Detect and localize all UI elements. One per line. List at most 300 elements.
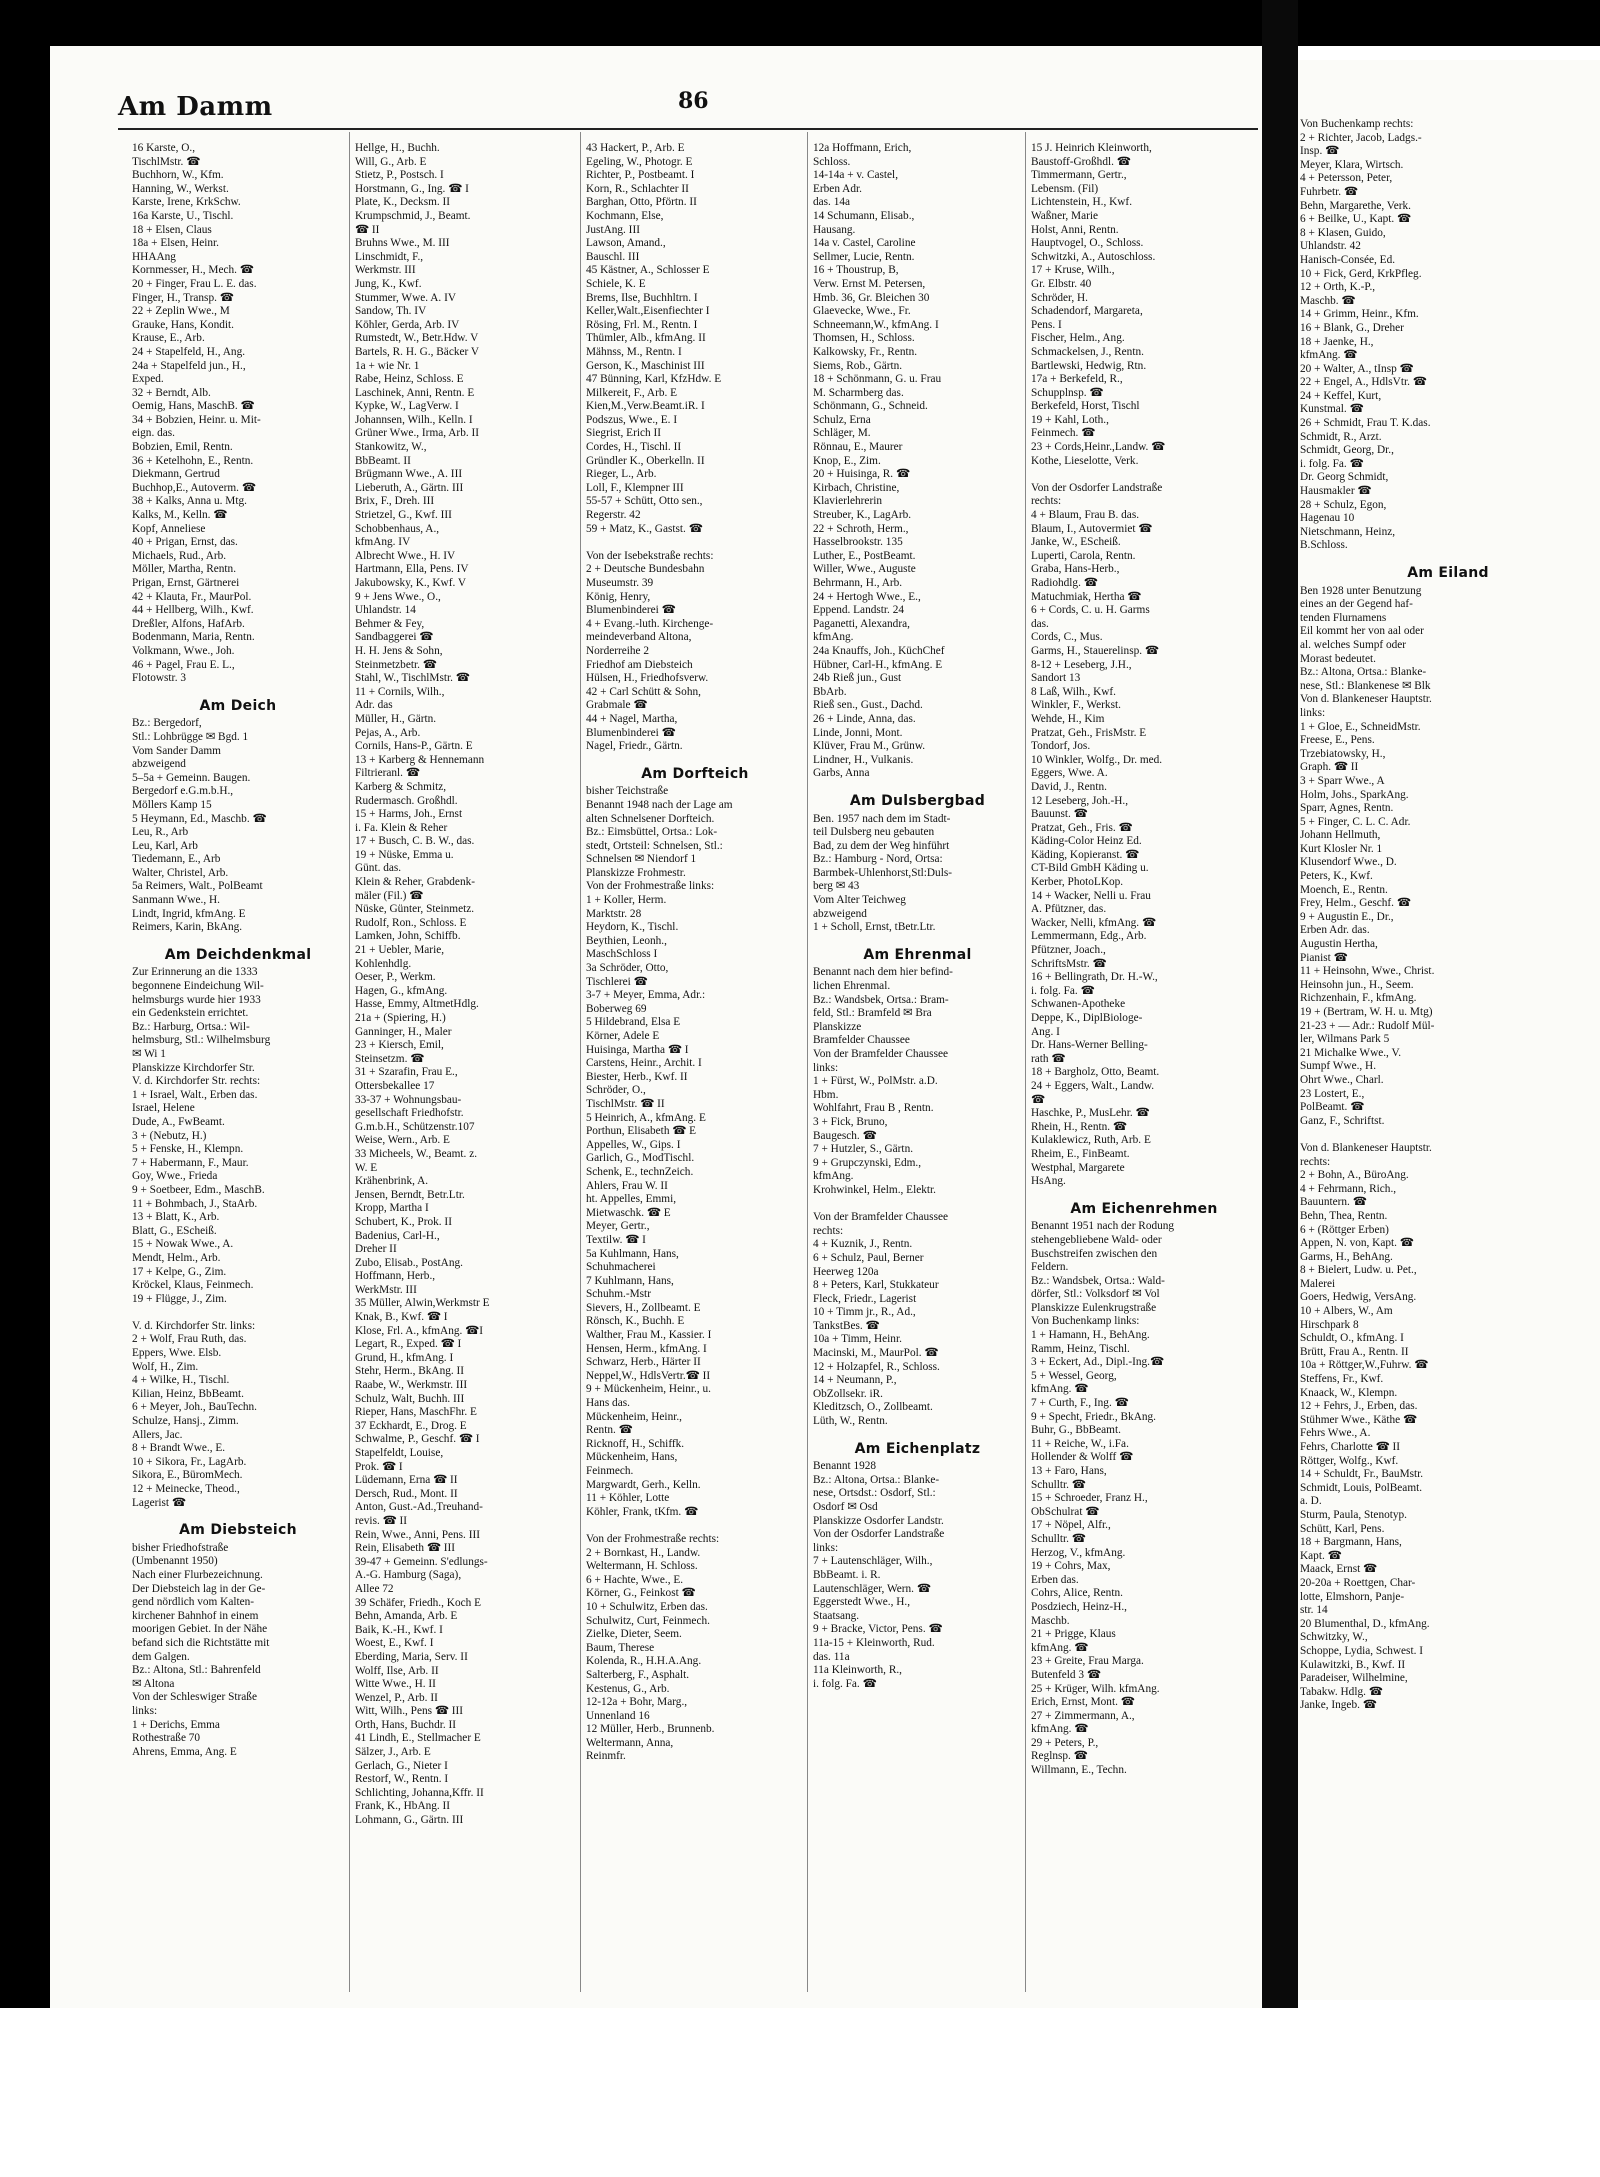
directory-entry: Krohwinkel, Helm., Elektr.	[813, 1183, 936, 1196]
directory-entry: Graba, Hans-Herb.,	[1031, 563, 1120, 576]
directory-entry: Sturm, Paula, Stenotyp.	[1300, 1508, 1408, 1521]
directory-entry: 9 + Augustin E., Dr.,	[1300, 910, 1394, 923]
directory-entry: 5a Kuhlmann, Hans,	[586, 1247, 679, 1260]
directory-entry: 1 + Fürst, W., PolMstr. a.D.	[813, 1075, 938, 1088]
directory-entry: Oemig, Hans, MaschB. ☎	[132, 400, 255, 413]
directory-entry: Baik, K.-H., Kwf. I	[355, 1623, 443, 1636]
directory-entry: Frank, K., HbAng. II	[355, 1800, 451, 1813]
directory-entry: Gerson, K., Maschinist III	[586, 359, 705, 372]
directory-entry: Allers, Jac.	[132, 1428, 183, 1441]
directory-entry: Schenk, E., technZeich.	[586, 1165, 694, 1178]
column-divider	[580, 132, 581, 1992]
page-header	[118, 88, 1258, 126]
directory-entry: Lindt, Ingrid, kfmAng. E	[132, 907, 246, 920]
directory-entry: berg ✉ 43	[813, 880, 860, 893]
directory-entry: Exped.	[132, 373, 164, 386]
directory-entry: Frey, Helm., Geschf. ☎	[1300, 897, 1411, 910]
directory-entry: Rieger, L., Arb.	[586, 468, 657, 481]
directory-entry: Käding, Kopieranst. ☎	[1031, 848, 1140, 861]
directory-entry: das. 14a	[813, 196, 851, 209]
directory-entry: Richter, P., Postbeamt. I	[586, 169, 695, 182]
directory-entry: Hanning, W., Werkst.	[132, 182, 229, 195]
directory-entry: Sparr, Agnes, Rentn.	[1300, 802, 1394, 815]
directory-entry: Trzebiatowsky, H.,	[1300, 747, 1386, 760]
directory-entry: 12 + Orth, K.-P.,	[1300, 281, 1376, 294]
directory-entry: rechts:	[813, 1224, 844, 1237]
directory-entry: Podszus, Wwe., E. I	[586, 413, 678, 426]
directory-entry: 7 + Hutzler, S., Gärtn.	[813, 1143, 914, 1156]
directory-entry: Kopf, Anneliese	[132, 522, 206, 535]
directory-entry: Thümler, Alb., kfmAng. II	[586, 332, 706, 345]
directory-entry: Walther, Frau M., Kassier. I	[586, 1329, 712, 1342]
directory-entry: 12a Hoffmann, Erich,	[813, 142, 912, 154]
directory-entry: Müller, H., Gärtn.	[355, 712, 437, 725]
directory-entry: Cords, C., Mus.	[1031, 631, 1103, 644]
directory-entry: 12 + Holzapfel, R., Schloss.	[813, 1360, 940, 1373]
street-heading: Am Eichenplatz	[854, 1440, 981, 1457]
directory-entry: Morast bedeutet.	[1300, 652, 1376, 665]
directory-entry: Lautenschläger, Wern. ☎	[813, 1582, 931, 1595]
directory-entry: 15 J. Heinrich Kleinworth,	[1031, 142, 1152, 154]
directory-entry: Steinsetzm. ☎	[355, 1052, 425, 1065]
directory-entry: Bartlewski, Hedwig, Rtn.	[1031, 359, 1147, 372]
directory-entry: Körner, Adele E	[586, 1030, 660, 1042]
directory-entry: Stehr, Herm., BkAng. II	[355, 1365, 465, 1378]
section-spacer	[1300, 1128, 1596, 1142]
directory-entry: Rabe, Heinz, Schloss. E	[355, 373, 464, 386]
directory-entry: Rentn. ☎	[586, 1424, 633, 1437]
directory-entry: Sievers, H., Zollbeamt. E	[586, 1301, 701, 1314]
directory-entry: Von der Osdorfer Landstraße	[813, 1528, 945, 1541]
directory-entry: 11 + Köhler, Lotte	[586, 1492, 670, 1505]
directory-entry: Eberding, Maria, Serv. II	[355, 1650, 468, 1663]
directory-entry: Bz.: Harburg, Ortsa.: Wil-	[132, 1020, 250, 1033]
directory-entry: Günt. das.	[355, 862, 402, 875]
directory-entry: Schwitzki, A., Autoschloss.	[1031, 250, 1156, 263]
directory-entry: Jakubowsky, K., Kwf. V	[355, 577, 467, 589]
directory-entry: 7 + Curth, F., Ing. ☎	[1031, 1397, 1129, 1410]
directory-entry: Behrmann, H., Arb.	[813, 577, 903, 589]
directory-entry: abzweigend	[132, 758, 186, 771]
directory-entry: Barghan, Otto, Pförtn. II	[586, 196, 697, 209]
directory-entry: 35 Müller, Alwin,Werkmstr E	[355, 1297, 490, 1310]
directory-entry: str. 14	[1300, 1604, 1328, 1617]
directory-entry: Wacker, Nelli, kfmAng. ☎	[1031, 916, 1157, 929]
directory-entry: 19 + Kahl, Loth.,	[1031, 413, 1109, 426]
directory-entry: 41 Lindh, E., Stellmacher E	[355, 1732, 481, 1745]
directory-entry: Hausmakler ☎	[1300, 485, 1372, 498]
directory-entry: 14-14a + v. Castel,	[813, 169, 899, 182]
directory-entry: H. H. Jens & Sohn,	[355, 644, 443, 657]
directory-entry: 1 + Israel, Walt., Erben das.	[132, 1088, 258, 1101]
directory-column-4	[813, 142, 1022, 2002]
directory-entry: tenden Flurnamens	[1300, 611, 1387, 624]
directory-entry: Beythien, Leonh.,	[586, 934, 667, 947]
directory-entry: Ahlers, Frau W. II	[586, 1179, 668, 1192]
directory-entry: Knak, B., Kwf. ☎ I	[355, 1311, 448, 1324]
street-heading: Am Deichdenkmal	[164, 946, 312, 963]
directory-column-6	[1300, 118, 1596, 1998]
directory-entry: Lindner, H., Vulkanis.	[813, 753, 914, 766]
directory-entry: kirchener Bahnhof in einem	[132, 1609, 259, 1622]
directory-entry: Klavierlehrerin	[813, 495, 883, 508]
directory-entry: Freese, E., Pens.	[1300, 734, 1375, 747]
section-spacer	[586, 1519, 804, 1533]
directory-entry: 2 + Bohn, A., BüroAng.	[1300, 1169, 1409, 1182]
directory-entry: 19 + Nüske, Emma u.	[355, 848, 454, 861]
directory-entry: Baugesch. ☎	[813, 1129, 877, 1142]
directory-entry: Meyer, Gertr.,	[586, 1220, 650, 1233]
directory-entry: 18 + Bargmann, Hans,	[1300, 1536, 1402, 1549]
directory-entry: Pratzat, Geh., FrisMstr. E	[1031, 726, 1147, 739]
directory-entry: 12 + Fehrs, J., Erben, das.	[1300, 1400, 1418, 1413]
directory-entry: Witte Wwe., H. II	[355, 1678, 436, 1691]
street-heading: Am Eiland	[1407, 565, 1489, 581]
directory-entry: 18 + Jaenke, H.,	[1300, 335, 1374, 348]
directory-entry: Cornils, Hans-P., Gärtn. E	[355, 740, 473, 753]
section-spacer	[1031, 468, 1257, 482]
directory-entry: links:	[1300, 706, 1326, 719]
directory-entry: 18 + Bargholz, Otto, Beamt.	[1031, 1066, 1160, 1079]
directory-entry: Kypke, W., LagVerw. I	[355, 400, 459, 413]
directory-entry: Finger, H., Transp. ☎	[132, 291, 234, 304]
directory-entry: Schoppe, Lydia, Schwest. I	[1300, 1644, 1423, 1657]
directory-entry: Dreßler, Alfons, HafArb.	[132, 617, 245, 630]
directory-entry: 12-12a + Bohr, Marg.,	[586, 1696, 688, 1709]
directory-entry: Peters, K., Kwf.	[1300, 870, 1373, 883]
directory-entry: Posdziech, Heinz-H.,	[1031, 1600, 1127, 1613]
directory-entry: 44 + Hellberg, Wilh., Kwf.	[132, 604, 254, 617]
directory-entry: Hauptvogel, O., Schloss.	[1031, 237, 1144, 250]
directory-entry: 24a Knauffs, Joh., KüchChef	[813, 644, 945, 657]
directory-entry: kfmAng. IV	[355, 536, 411, 549]
directory-entry: dörfer, Stl.: Volksdorf ✉ Vol	[1031, 1288, 1160, 1301]
scan-border-left	[0, 0, 50, 2010]
directory-entry: ✉ Wi 1	[132, 1048, 166, 1060]
directory-entry: Laschinek, Anni, Rentn. E	[355, 386, 475, 399]
directory-entry: Fischer, Helm., Ang.	[1031, 332, 1125, 345]
directory-entry: rechts:	[1300, 1155, 1331, 1168]
directory-entry: Schuhm.-Mstr	[586, 1288, 651, 1301]
directory-entry: HHAAng	[132, 250, 176, 263]
directory-entry: David, J., Rentn.	[1031, 780, 1107, 793]
directory-entry: Schulz, Walt, Buchh. III	[355, 1392, 465, 1405]
directory-entry: Kirbach, Christine,	[813, 481, 900, 494]
directory-entry: Grabmale ☎	[586, 699, 648, 712]
directory-entry: Kestenus, G., Arb.	[586, 1682, 670, 1695]
directory-entry: 19 + Cohrs, Max,	[1031, 1560, 1111, 1573]
directory-entry: Von der Schleswiger Straße	[132, 1691, 257, 1704]
directory-entry: Hausang.	[813, 223, 856, 236]
directory-entry: 24b Rieß jun., Gust	[813, 672, 902, 685]
directory-entry: links:	[132, 1704, 158, 1717]
directory-entry: Butenfeld 3 ☎	[1031, 1668, 1101, 1681]
directory-entry: Stühmer Wwe., Käthe ☎	[1300, 1413, 1418, 1426]
directory-entry: 20 + Walter, A., tInsp ☎	[1300, 362, 1414, 375]
directory-entry: meindeverband Altona,	[586, 631, 692, 644]
directory-entry: Feinmech. ☎	[1031, 427, 1096, 440]
directory-entry: Köhler, Frank, tKfm. ☎	[586, 1505, 699, 1518]
directory-entry: 8 + Brandt Wwe., E.	[132, 1442, 226, 1455]
directory-entry: 4 + Kuznik, J., Rentn.	[813, 1238, 913, 1251]
directory-entry: Lemmermann, Edg., Arb.	[1031, 930, 1147, 943]
directory-entry: 31 + Szarafin, Frau E.,	[355, 1066, 458, 1079]
directory-entry: BbBeamt. II	[355, 454, 411, 467]
directory-entry: Regerstr. 42	[586, 509, 641, 522]
directory-entry: Rösing, Frl. M., Rentn. I	[586, 318, 698, 331]
running-head-street: Am Damm	[118, 92, 273, 122]
directory-entry: Stietz, P., Postsch. I	[355, 169, 444, 182]
directory-entry: 4 + Blaum, Frau B. das.	[1031, 509, 1140, 522]
directory-entry: 7 Kuhlmann, Hans,	[586, 1274, 674, 1287]
directory-entry: Grund, H., kfmAng. I	[355, 1351, 454, 1364]
directory-entry: Schmidt, Louis, PolBeamt.	[1300, 1481, 1423, 1494]
directory-entry: Pejas, A., Arb.	[355, 726, 421, 739]
directory-entry: Woest, E., Kwf. I	[355, 1637, 434, 1650]
directory-entry: 10 + Albers, W., Am	[1300, 1305, 1393, 1318]
directory-column-5	[1031, 142, 1257, 2002]
directory-entry: nese, Ortsdst.: Osdorf, Stl.:	[813, 1487, 936, 1500]
directory-entry: Brix, F., Dreh. III	[355, 495, 435, 508]
directory-entry: Leu, R., Arb	[132, 826, 189, 839]
directory-entry: 22 + Zeplin Wwe., M	[132, 305, 230, 318]
street-heading: Am Deich	[199, 697, 277, 714]
directory-entry: 24 + Eggers, Walt., Landw.	[1031, 1079, 1155, 1092]
directory-entry: HsAng.	[1031, 1175, 1066, 1188]
directory-entry: Bz.: Altona, Stl.: Bahrenfeld	[132, 1664, 261, 1677]
directory-entry: 16 Karste, O.,	[132, 142, 196, 154]
directory-entry: Richzenhain, F., kfmAng.	[1300, 992, 1417, 1005]
directory-entry: moorigen Gebiet. In der Nähe	[132, 1623, 268, 1636]
directory-entry: 21 + Uebler, Marie,	[355, 944, 445, 957]
directory-entry: Kilian, Heinz, BbBeamt.	[132, 1387, 245, 1400]
directory-entry: SchriftsMstr. ☎	[1031, 957, 1107, 970]
directory-entry: Buchhop,E., Autoverm. ☎	[132, 481, 256, 494]
directory-entry: Osdorf ✉ Osd	[813, 1501, 878, 1513]
directory-entry: 16 + Thoustrup, B,	[813, 264, 899, 277]
section-spacer	[586, 536, 804, 550]
directory-entry: 23 + Cords,Heinr.,Landw. ☎	[1031, 441, 1166, 454]
directory-entry: Werkmstr. III	[355, 264, 416, 277]
directory-entry: begonnene Eindeichung Wil-	[132, 980, 264, 993]
directory-entry: Anton, Gust.-Ad.,Treuhand-	[355, 1501, 483, 1514]
directory-entry: 3a Schröder, Otto,	[586, 962, 669, 975]
column-divider	[1025, 132, 1026, 1992]
directory-entry: Bz.: Hamburg - Nord, Ortsa:	[813, 853, 943, 866]
directory-entry: 14 + Wacker, Nelli u. Frau	[1031, 889, 1151, 902]
directory-entry: Allee 72	[355, 1582, 394, 1595]
directory-entry: Baustoff-Großhdl. ☎	[1031, 155, 1131, 168]
directory-entry: Filtrieranl. ☎	[355, 767, 420, 780]
directory-entry: Kropp, Martha I	[355, 1202, 429, 1215]
directory-entry: Jensen, Berndt, Betr.Ltr.	[355, 1188, 465, 1201]
street-heading: Am Eichenrehmen	[1070, 1200, 1218, 1217]
directory-entry: Marktstr. 28	[586, 907, 642, 920]
directory-entry: Wolff, Ilse, Arb. II	[355, 1664, 439, 1677]
directory-entry: Rieß sen., Gust., Dachd.	[813, 699, 923, 712]
directory-entry: 10 + Schulwitz, Erben das.	[586, 1600, 708, 1613]
directory-entry: Michaels, Rud., Arb.	[132, 549, 227, 562]
directory-entry: Baum, Therese	[586, 1641, 655, 1654]
directory-entry: V. d. Kirchdorfer Str. links:	[132, 1319, 256, 1332]
column-divider	[807, 132, 808, 1992]
directory-entry: 34 + Bobzien, Heinr. u. Mit-	[132, 413, 261, 426]
directory-entry: ☎	[1031, 1093, 1046, 1106]
directory-entry: 9 + Soetbeer, Edm., MaschB.	[132, 1183, 265, 1196]
directory-entry: Von der Isebekstraße rechts:	[586, 549, 714, 562]
directory-entry: Blumenbinderei ☎	[586, 604, 676, 617]
directory-entry: Stl.: Lohbrügge ✉ Bgd. 1	[132, 730, 249, 743]
directory-entry: 24a + Stapelfeld jun., H.,	[132, 359, 246, 372]
directory-entry: A. Pfützner, das.	[1031, 903, 1107, 916]
directory-entry: Textilw. ☎ I	[586, 1233, 646, 1246]
directory-entry: Insp. ☎	[1300, 145, 1340, 158]
directory-entry: Rothestraße 70	[132, 1732, 201, 1745]
directory-entry: Ottersbekallee 17	[355, 1079, 435, 1092]
directory-entry: Hartmann, Ella, Pens. IV	[355, 563, 469, 576]
directory-entry: i. Fa. Klein & Reher	[355, 821, 448, 834]
directory-entry: Goers, Hedwig, VersAng.	[1300, 1291, 1417, 1304]
directory-entry: Ben 1928 unter Benutzung	[1300, 584, 1422, 597]
directory-entry: 13 + Blatt, K., Arb.	[132, 1211, 220, 1224]
directory-entry: Sanmann Wwe., H.	[132, 894, 220, 907]
directory-entry: 32 + Berndt, Alb.	[132, 386, 211, 399]
directory-entry: 22 + Schroth, Herm.,	[813, 522, 909, 535]
directory-entry: 14a v. Castel, Caroline	[813, 237, 916, 250]
column-divider	[349, 132, 350, 1992]
directory-entry: 10a + Timm, Heinr.	[813, 1333, 902, 1346]
directory-entry: 18a + Elsen, Heinr.	[132, 237, 219, 250]
directory-entry: Bruhns Wwe., M. III	[355, 237, 450, 250]
directory-entry: Margwardt, Gerh., Kelln.	[586, 1478, 701, 1491]
directory-entry: 27 + Zimmermann, A.,	[1031, 1709, 1135, 1722]
directory-entry: Eggers, Wwe. A.	[1031, 767, 1108, 780]
directory-entry: Bad, zu dem der Weg hinführt	[813, 839, 950, 852]
directory-entry: Pratzat, Geh., Fris. ☎	[1031, 821, 1133, 834]
directory-entry: Hoffmann, Herb.,	[355, 1270, 436, 1283]
street-heading: Am Diebsteich	[179, 1522, 297, 1539]
directory-entry: Rönsch, K., Buchh. E	[586, 1315, 685, 1328]
directory-entry: Tiedemann, E., Arb	[132, 853, 221, 866]
directory-entry: 17 + Nöpel, Alfr.,	[1031, 1519, 1111, 1532]
directory-entry: Mähnss, M., Rentn. I	[586, 345, 682, 358]
directory-entry: Stapelfeldt, Louise,	[355, 1447, 444, 1459]
directory-entry: Lawson, Amand.,	[586, 237, 666, 250]
directory-entry: Nüske, Günter, Steinmetz.	[355, 903, 475, 916]
directory-entry: Von Buchenkamp links:	[1031, 1315, 1140, 1328]
directory-entry: Legart, R., Exped. ☎ I	[355, 1338, 462, 1351]
directory-entry: Sandort 13	[1031, 672, 1081, 685]
directory-entry: Prigan, Ernst, Gärtnerei	[132, 577, 240, 589]
directory-entry: Erben das.	[1031, 1573, 1079, 1586]
directory-entry: Hbm.	[813, 1088, 839, 1101]
page-number: 86	[678, 88, 709, 114]
directory-entry: Hülsen, H., Friedhofsverw.	[586, 672, 709, 685]
directory-entry: Lohmann, G., Gärtn. III	[355, 1814, 464, 1827]
directory-entry: Timmermann, Gertr.,	[1031, 169, 1127, 182]
directory-entry: Schmackelsen, J., Rentn.	[1031, 345, 1144, 358]
directory-entry: links:	[813, 1541, 839, 1554]
directory-entry: ler, Wilmans Park 5	[1300, 1033, 1390, 1046]
directory-entry: Wohlfahrt, Frau B , Rentn.	[813, 1102, 934, 1115]
directory-entry: Rönnau, E., Maurer	[813, 441, 903, 454]
directory-entry: Bz.: Altona, Ortsa.: Blanke-	[1300, 666, 1427, 679]
directory-entry: Hirschpark 8	[1300, 1318, 1359, 1331]
directory-entry: Blaum, I., Autovermiet ☎	[1031, 522, 1153, 535]
directory-entry: Meyer, Klara, Wirtsch.	[1300, 158, 1404, 171]
directory-entry: Schwarz, Herb., Härter II	[586, 1356, 701, 1369]
directory-entry: 5 + Finger, C. L. C. Adr.	[1300, 815, 1411, 828]
directory-entry: Kulaklewicz, Ruth, Arb. E	[1031, 1134, 1151, 1147]
directory-entry: Johannsen, Wilh., Kelln. I	[355, 413, 473, 426]
directory-entry: eines an der Gegend haf-	[1300, 598, 1413, 611]
directory-entry: Lebensm. (Fil)	[1031, 182, 1099, 195]
directory-entry: Nagel, Friedr., Gärtn.	[586, 740, 683, 753]
directory-entry: Schupplnsp. ☎	[1031, 386, 1104, 399]
directory-entry: Badenius, Carl-H.,	[355, 1229, 440, 1242]
directory-entry: Brems, Ilse, Buchhltrn. I	[586, 291, 698, 304]
directory-entry: Graph. ☎ II	[1300, 761, 1359, 774]
directory-entry: Appelles, W., Gips. I	[586, 1138, 681, 1151]
directory-entry: 2 + Richter, Jacob, Ladgs.-	[1300, 131, 1422, 144]
directory-entry: 17 + Kruse, Wilh.,	[1031, 264, 1115, 277]
directory-entry: Behn, Thea, Rentn.	[1300, 1209, 1388, 1222]
directory-entry: lotte, Elmshorn, Panje-	[1300, 1590, 1405, 1603]
directory-entry: Mückenheim, Heinr.,	[586, 1410, 683, 1423]
directory-entry: Maschb. ☎	[1300, 294, 1356, 307]
header-rule	[118, 128, 1258, 130]
directory-entry: Schneemann,W., kfmAng. I	[813, 318, 939, 331]
directory-entry: Blumenbinderei ☎	[586, 726, 676, 739]
directory-entry: 8-12 + Leseberg, J.H.,	[1031, 658, 1132, 671]
directory-entry: Schnelsen ✉ Niendorf 1	[586, 853, 697, 866]
directory-entry: 3-7 + Meyer, Emma, Adr.:	[586, 989, 706, 1002]
directory-entry: Thomsen, H., Schloss.	[813, 332, 915, 345]
directory-entry: ☎ II	[355, 223, 380, 236]
directory-entry: Schmidt, R., Arzt.	[1300, 430, 1382, 443]
directory-entry: dem Galgen.	[132, 1650, 190, 1663]
directory-entry: Witt, Wilh., Pens ☎ III	[355, 1705, 464, 1718]
directory-entry: Haschke, P., MusLehr. ☎	[1031, 1107, 1150, 1120]
directory-entry: Siems, Rob., Gärtn.	[813, 359, 903, 372]
directory-entry: kfmAng. ☎	[1031, 1383, 1089, 1396]
directory-entry: i. folg. Fa. ☎	[1031, 984, 1095, 997]
directory-entry: Westphal, Margarete	[1031, 1161, 1125, 1174]
directory-entry: Buhr, G., BbBeamt.	[1031, 1424, 1121, 1437]
directory-entry: Kunstmal. ☎	[1300, 403, 1364, 416]
directory-entry: Rumstedt, W., Betr.Hdw. V	[355, 332, 479, 345]
directory-entry: Strietzel, G., Kwf. III	[355, 509, 452, 522]
directory-entry: 1 + Koller, Herm.	[586, 894, 667, 907]
directory-entry: 22 + Engel, A., HdlsVtr. ☎	[1300, 376, 1427, 389]
directory-entry: Schulwitz, Curt, Feinmech.	[586, 1614, 710, 1627]
directory-entry: 7 + Lautenschläger, Wilh.,	[813, 1555, 933, 1568]
directory-entry: Museumstr. 39	[586, 577, 654, 589]
directory-entry: Mendt, Helm., Arb.	[132, 1251, 221, 1264]
directory-entry: Bergedorf e.G.m.b.H.,	[132, 785, 234, 798]
directory-entry: MaschSchloss I	[586, 948, 658, 961]
directory-entry: Keller,Walt.,Eisenfiechter I	[586, 305, 710, 318]
directory-entry: Matuchmiak, Hertha ☎	[1031, 590, 1142, 603]
directory-entry: Janke, W., EScheiß.	[1031, 536, 1121, 549]
directory-entry: Garms, H., Stauerelinsp. ☎	[1031, 644, 1159, 657]
directory-column-3	[586, 142, 804, 2002]
directory-entry: 36 + Ketelhohn, E., Rentn.	[132, 454, 254, 467]
directory-entry: Bauuntern. ☎	[1300, 1196, 1367, 1209]
directory-entry: Milkereit, F., Arb. E	[586, 386, 678, 399]
directory-entry: Garms, H., BehAng.	[1300, 1250, 1393, 1263]
directory-entry: 46 + Pagel, Frau E. L.,	[132, 658, 235, 671]
